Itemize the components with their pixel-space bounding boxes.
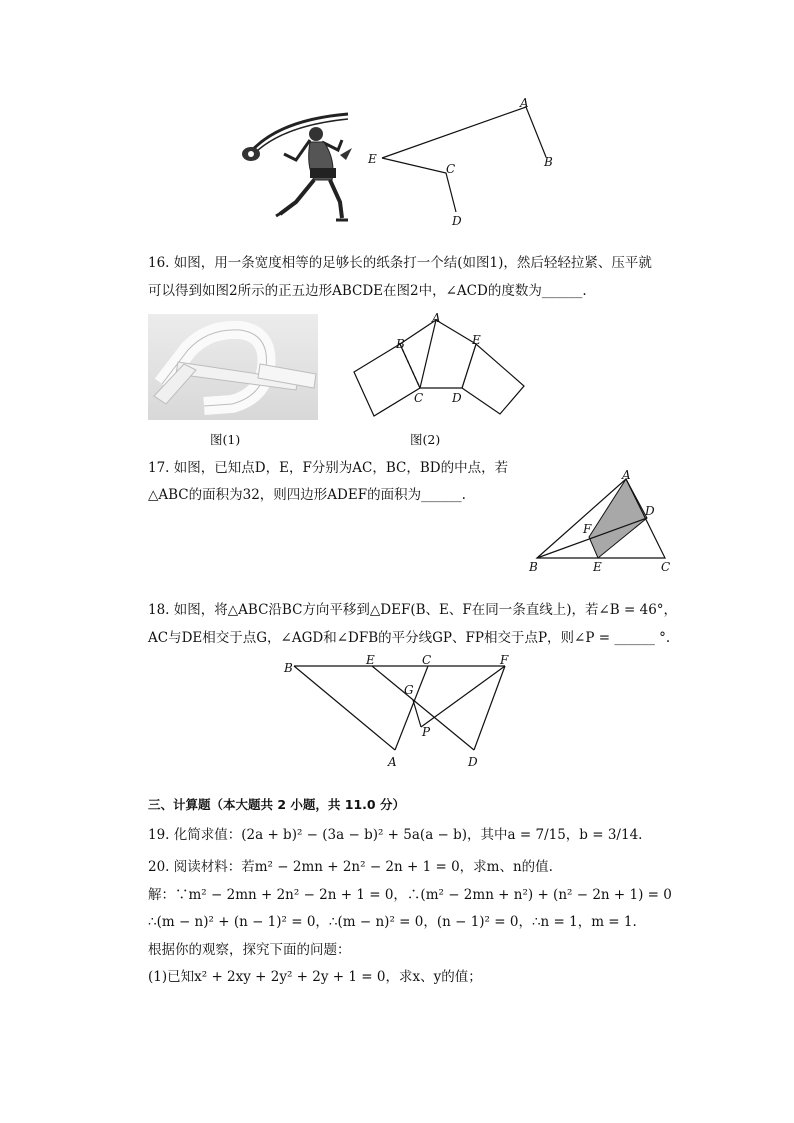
label-b: B [544,155,553,169]
pentagon-figure [350,310,530,430]
label-e: E [593,560,602,574]
dancer-illustration [236,110,361,225]
angle-figure-abcde [360,95,570,235]
label-d: D [452,214,462,228]
problem-16-line-1: 16. 如图，用一条宽度相等的足够长的纸条打一个结(如图1)，然后轻轻拉紧、压平就 [148,255,652,271]
triangle-figure-17 [525,465,685,577]
label-d: D [452,391,462,405]
label-p: P [422,725,431,739]
label-b: B [284,661,293,675]
label-e: E [368,152,377,166]
problem-20-line-5: (1)已知x² + 2xy + 2y² + 2y + 1 = 0，求x、y的值； [148,969,482,985]
label-c: C [661,560,671,574]
label-a: A [388,755,397,769]
label-e: E [366,653,375,667]
translation-figure-18 [280,652,520,772]
label-b: B [396,337,405,351]
label-f: F [583,522,592,536]
figure-1-caption: 图(1) [210,432,241,447]
problem-16-line-2: 可以得到如图2所示的正五边形ABCDE在图2中，∠ACD的度数为______. [148,283,587,299]
label-a: A [432,311,441,325]
label-f: F [500,653,509,667]
label-e: E [472,333,481,347]
label-b: B [529,560,538,574]
label-c: C [414,391,424,405]
problem-20-line-4: 根据你的观察，探究下面的问题： [148,942,351,958]
label-a: A [622,468,631,482]
problem-20-line-2: 解：∵m² − 2mn + 2n² − 2n + 1 = 0，∴(m² − 2mn + n²) + (n² − 2n + 1) = 0 [148,887,672,903]
paper-knot-photo [148,314,318,420]
problem-18-line-2: AC与DE相交于点G，∠AGD和∠DFB的平分线GP、FP相交于点P，则∠P = ______ °. [148,630,671,646]
problem-20-line-3: ∴(m − n)² + (n − 1)² = 0，∴(m − n)² = 0，(n − 1)² = 0，∴n = 1，m = 1. [148,914,637,930]
problem-17-line-1: 17. 如图，已知点D，E，F分别为AC，BC，BD的中点，若 [148,460,509,476]
problem-19-text: 19. 化简求值：(2a + b)² − (3a − b)² + 5a(a − b)，其中a = 7/15，b = 3/14. [148,827,643,843]
problem-18-line-1: 18. 如图，将△ABC沿BC方向平移到△DEF(B、E、F在同一条直线上)，若∠B = 46°， [148,602,678,618]
section-3-title: 三、计算题（本大题共 2 小题，共 11.0 分） [148,797,405,812]
figure-2-caption: 图(2) [410,432,441,447]
label-c: C [422,653,432,667]
problem-17-line-2: △ABC的面积为32，则四边形ADEF的面积为______. [148,487,466,503]
label-d: D [645,504,655,518]
label-c: C [446,162,456,176]
label-g: G [404,683,414,697]
label-a: A [520,96,529,110]
label-d: D [468,755,478,769]
problem-20-line-1: 20. 阅读材料：若m² − 2mn + 2n² − 2n + 1 = 0，求m、n的值. [148,859,553,875]
